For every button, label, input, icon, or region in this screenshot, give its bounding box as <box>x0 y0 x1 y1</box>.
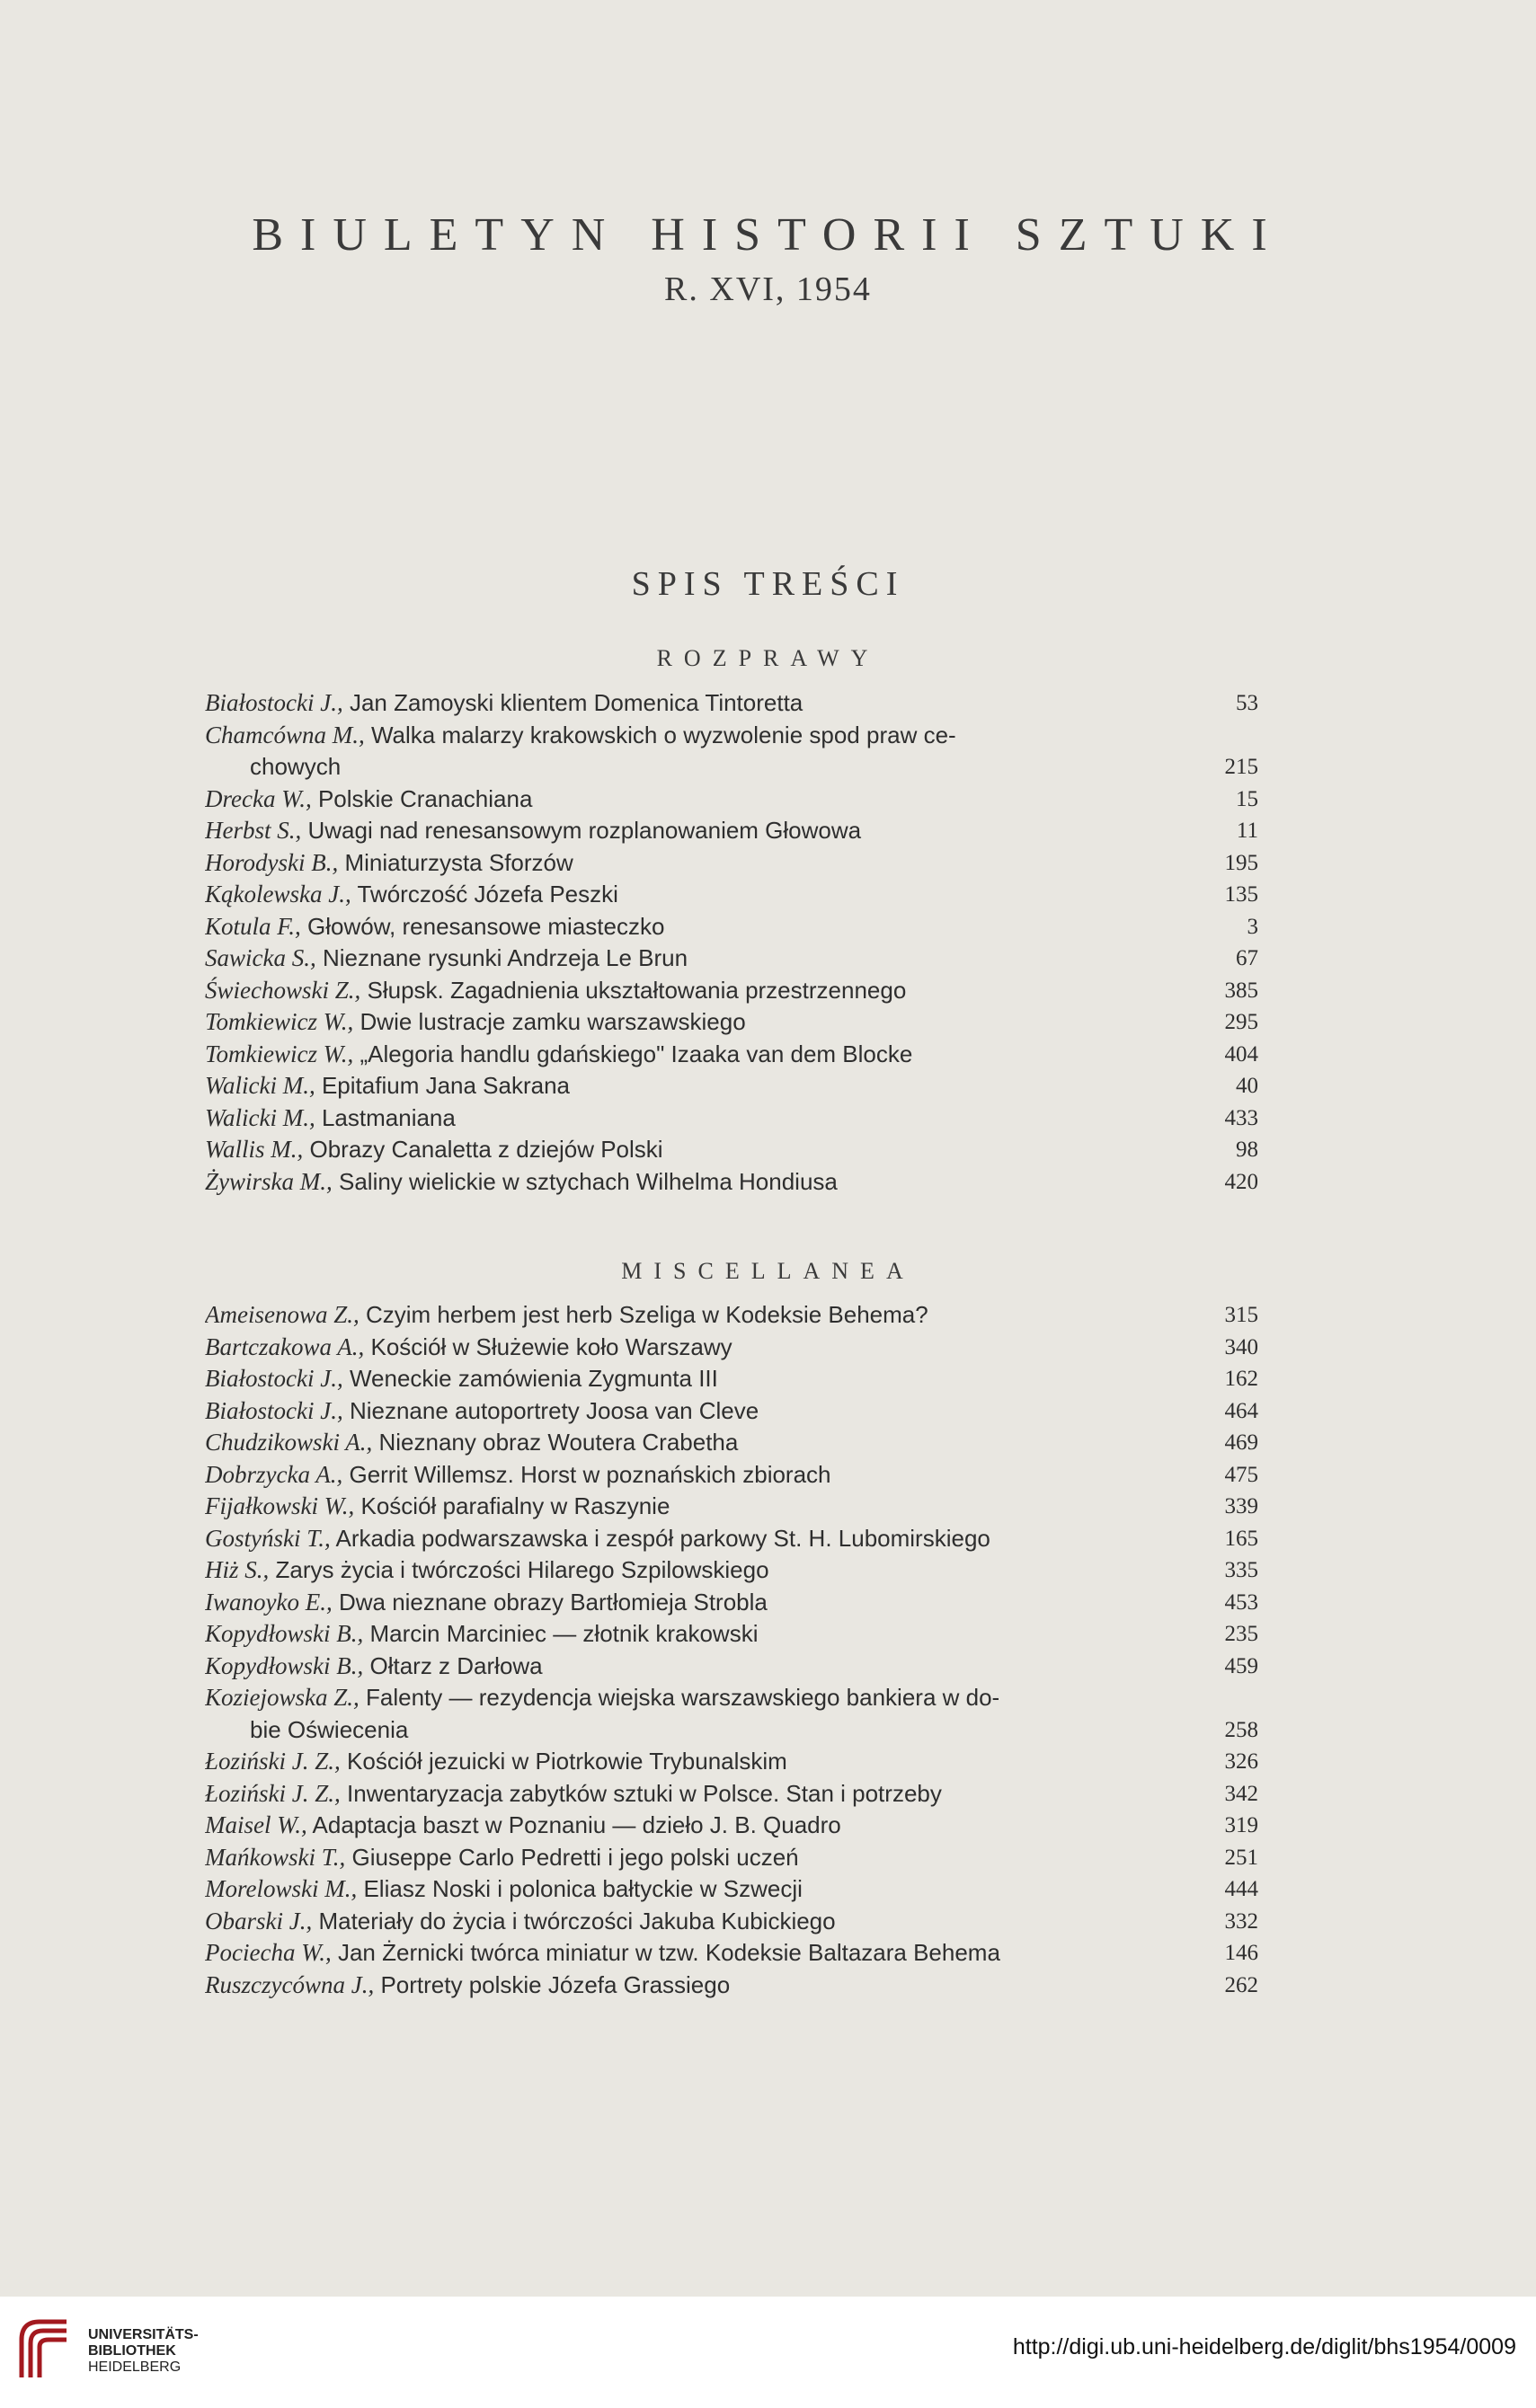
toc-entry-continuation <box>205 751 1258 783</box>
toc-entry-page: 459 <box>1224 1653 1258 1678</box>
toc-entry-title: Walka malarzy krakowskich o wyzwolenie spod praw ce- <box>370 721 956 748</box>
logo-line-2: BIBLIOTHEK <box>88 2343 176 2359</box>
toc-entry-title: Polskie Cranachiana <box>317 784 533 812</box>
toc-entry-title: Nieznany obraz Woutera Crabetha <box>378 1429 739 1456</box>
toc-entry-page: 404 <box>1224 1041 1258 1067</box>
toc-entry-author: Tomkiewicz W., <box>205 1008 354 1035</box>
toc-entry-author: Chudzikowski A., <box>205 1429 373 1456</box>
toc-entry <box>205 1618 1258 1651</box>
toc-entry-page: 385 <box>1224 978 1258 1003</box>
toc-entry-page: 326 <box>1224 1749 1258 1774</box>
toc-entry-page: 319 <box>1224 1813 1258 1837</box>
toc-entry <box>205 1299 1258 1332</box>
toc-entry-page: 339 <box>1224 1494 1258 1518</box>
toc-entry-line <box>205 1166 1258 1199</box>
toc-entry-line <box>205 911 1258 943</box>
toc-entry-page: 146 <box>1224 1941 1258 1965</box>
toc-entry <box>205 1937 1258 1970</box>
toc-entry-line <box>205 1842 1258 1874</box>
toc-entry-author: Białostocki J., <box>205 1396 343 1424</box>
toc-entry-page: 315 <box>1224 1303 1258 1327</box>
toc-entry-author: Świechowski Z., <box>205 976 361 1004</box>
toc-entry-line <box>205 1134 1258 1166</box>
toc-entry-line <box>205 783 1258 816</box>
toc-entry-title: Materiały do życia i twórczości Jakuba Kubickiego <box>318 1907 836 1934</box>
toc-entry-page: 53 <box>1236 691 1258 715</box>
toc-entry <box>205 1906 1258 1938</box>
toc-entry-line <box>205 943 1258 975</box>
toc-entry-author: Walicki M., <box>205 1103 315 1131</box>
toc-entry-title: Uwagi nad renesansowym rozplanowaniem Głowowa <box>307 817 862 844</box>
toc-entry-line <box>205 1651 1258 1683</box>
toc-entry <box>205 1363 1258 1395</box>
toc-entry-page: 67 <box>1236 946 1258 970</box>
toc-entry-line <box>205 815 1258 847</box>
toc-entry <box>205 1332 1258 1364</box>
toc-entry-author: Kąkolewska J., <box>205 881 351 907</box>
rozprawy-list <box>205 687 1258 1198</box>
toc-entry-author: Fijałkowski W., <box>205 1492 355 1519</box>
toc-entry-page: 475 <box>1224 1462 1258 1487</box>
toc-entry-page: 215 <box>1224 755 1258 779</box>
toc-entry-page: 162 <box>1224 1367 1258 1391</box>
toc-entry-title: Kościół jezuicki w Piotrkowie Trybunalskim <box>347 1748 787 1775</box>
library-logo-icon <box>16 2315 72 2383</box>
toc-entry-line <box>205 1810 1258 1842</box>
toc-entry-page: 40 <box>1236 1074 1258 1098</box>
toc-entry-title: Jan Żernicki twórca miniatur w tzw. Kodeksie Baltazara Behema <box>337 1939 1000 1966</box>
toc-entry-title-continued: bie Oświecenia <box>250 1715 409 1743</box>
toc-entry-line <box>205 1491 1258 1523</box>
toc-entry-page: 295 <box>1224 1010 1258 1034</box>
toc-entry <box>205 720 1258 783</box>
toc-entry-page: 258 <box>1224 1717 1258 1742</box>
section-heading-rozprawy: ROZPRAWY <box>656 645 880 671</box>
toc-entry <box>205 1554 1258 1587</box>
toc-entry-author: Gostyński T., <box>205 1524 331 1552</box>
toc-entry-title: Weneckie zamówienia Zygmunta III <box>349 1365 718 1392</box>
toc-entry-title: Ołtarz z Darłowa <box>369 1651 543 1679</box>
toc-entry-title: Miniaturzysta Sforzów <box>344 848 573 876</box>
toc-entry-line <box>205 1070 1258 1102</box>
toc-entry-title: „Alegoria handlu gdańskiego" Izaaka van dem Blocke <box>360 1040 913 1067</box>
toc-entry-author: Iwanoyko E., <box>205 1588 333 1616</box>
toc-entry-title: Saliny wielickie w sztychach Wilhelma Hondiusa <box>338 1167 838 1195</box>
toc-entry-author: Bartczakowa A., <box>205 1332 365 1360</box>
toc-entry-line <box>205 1906 1258 1938</box>
toc-entry-page: 165 <box>1224 1526 1258 1551</box>
toc-entry-page: 433 <box>1224 1105 1258 1130</box>
toc-entry-line <box>205 1039 1258 1071</box>
toc-entry-line <box>205 1299 1258 1332</box>
toc-entry-page: 251 <box>1224 1845 1258 1870</box>
toc-entry-title: Czyim herbem jest herb Szeliga w Kodeksie Behema? <box>365 1301 928 1328</box>
toc-entry-author: Maisel W., <box>205 1811 307 1838</box>
section-heading-miscellanea: MISCELLANEA <box>621 1258 915 1284</box>
toc-entry-title: Obrazy Canaletta z dziejów Polski <box>309 1136 663 1163</box>
toc-entry <box>205 943 1258 975</box>
toc-entry <box>205 1523 1258 1555</box>
toc-entry-page: 444 <box>1224 1877 1258 1901</box>
toc-entry-author: Sawicka S., <box>205 944 316 971</box>
toc-entry <box>205 1587 1258 1619</box>
toc-entry-line <box>205 1102 1258 1135</box>
toc-entry-author: Koziejowska Z., <box>205 1684 360 1711</box>
toc-entry-author: Dobrzycka A., <box>205 1460 343 1488</box>
toc-entry-line <box>205 1587 1258 1619</box>
toc-entry <box>205 1651 1258 1683</box>
toc-entry-author: Drecka W., <box>205 784 312 812</box>
toc-entry-author: Walicki M., <box>205 1072 315 1099</box>
toc-entry-author: Wallis M., <box>205 1136 304 1163</box>
toc-entry <box>205 1778 1258 1810</box>
toc-entry <box>205 1810 1258 1842</box>
toc-entry-author: Ameisenowa Z., <box>205 1301 360 1328</box>
toc-entry <box>205 1682 1258 1746</box>
toc-entry-page: 340 <box>1224 1334 1258 1359</box>
toc-entry-line <box>205 847 1258 880</box>
toc-entry-author: Kopydłowski B., <box>205 1651 364 1679</box>
toc-entry <box>205 975 1258 1007</box>
toc-entry-author: Hiż S., <box>205 1556 270 1583</box>
toc-entry <box>205 687 1258 720</box>
toc-entry-page: 195 <box>1224 850 1258 875</box>
toc-entry-title: Arkadia podwarszawska i zespół parkowy St. H. Lubomirskiego <box>335 1524 990 1552</box>
toc-entry <box>205 1039 1258 1071</box>
journal-volume: R. XVI, 1954 <box>664 270 872 308</box>
toc-entry <box>205 1070 1258 1102</box>
toc-entry <box>205 1746 1258 1778</box>
toc-entry-author: Herbst S., <box>205 817 302 844</box>
toc-entry-page: 453 <box>1224 1589 1258 1615</box>
toc-entry-author: Pociecha W., <box>205 1939 332 1966</box>
toc-entry-line <box>205 1618 1258 1651</box>
toc-entry-title-continued: chowych <box>250 753 342 780</box>
toc-entry-author: Łoziński J. Z., <box>205 1779 341 1807</box>
toc-entry <box>205 1842 1258 1874</box>
toc-entry-author: Tomkiewicz W., <box>205 1040 354 1067</box>
toc-entry-page: 342 <box>1224 1781 1258 1806</box>
toc-entry <box>205 1491 1258 1523</box>
miscellanea-list <box>205 1299 1258 2001</box>
toc-entry-title: Lastmaniana <box>321 1103 456 1131</box>
toc-entry <box>205 1459 1258 1492</box>
source-url-link[interactable]: http://digi.ub.uni-heidelberg.de/diglit/bhs1954/0009 <box>1012 2334 1516 2359</box>
toc-entry-author: Mańkowski T., <box>205 1843 346 1871</box>
toc-entry-author: Białostocki J., <box>205 689 343 716</box>
toc-entry-line <box>205 687 1258 720</box>
toc-entry-line <box>205 1395 1258 1428</box>
toc-entry-line <box>205 1873 1258 1906</box>
toc-entry <box>205 783 1258 816</box>
toc-entry-author: Białostocki J., <box>205 1365 343 1392</box>
toc-entry-page: 15 <box>1236 786 1258 811</box>
toc-entry-title: Marcin Marciniec — złotnik krakowski <box>369 1620 759 1647</box>
toc-entry <box>205 815 1258 847</box>
toc-entry-title: Słupsk. Zagadnienia ukształtowania przestrzennego <box>367 976 907 1004</box>
toc-entry-title: Kościół parafialny w Raszynie <box>360 1492 670 1519</box>
toc-entry-page: 332 <box>1224 1908 1258 1934</box>
toc-entry-page: 98 <box>1236 1138 1258 1162</box>
toc-entry-line <box>205 1459 1258 1492</box>
toc-entry-title: Portrety polskie Józefa Grassiego <box>380 1970 731 1998</box>
toc-entry-author: Horodyski B., <box>205 848 339 876</box>
toc-entry-page: 335 <box>1224 1558 1258 1582</box>
toc-entry <box>205 1166 1258 1199</box>
toc-entry-author: Kotula F., <box>205 912 301 940</box>
footer-bar <box>0 2297 1536 2408</box>
toc-entry <box>205 1873 1258 1906</box>
toc-entry-author: Chamcówna M., <box>205 721 365 748</box>
toc-entry-line <box>205 1332 1258 1364</box>
toc-entry-line <box>205 1937 1258 1970</box>
toc-entry-title: Jan Zamoyski klientem Domenica Tintoretta <box>349 689 804 716</box>
toc-entry <box>205 911 1258 943</box>
toc-entry <box>205 1427 1258 1459</box>
toc-entry-line <box>205 975 1258 1007</box>
toc-entry <box>205 1102 1258 1135</box>
toc-entry-page: 464 <box>1224 1398 1258 1423</box>
toc-entry-page: 235 <box>1224 1622 1258 1646</box>
toc-entry-title: Nieznane autoportrety Joosa van Cleve <box>349 1396 759 1424</box>
journal-title: BIULETYN HISTORII SZTUKI <box>252 209 1284 261</box>
toc-entry-line <box>205 1970 1258 2002</box>
toc-entry-page: 11 <box>1236 819 1258 843</box>
toc-entry-title: Nieznane rysunki Andrzeja Le Brun <box>322 944 688 971</box>
toc-entry-page: 420 <box>1224 1169 1258 1194</box>
toc-entry <box>205 879 1258 911</box>
toc-entry-title: Giuseppe Carlo Pedretti i jego polski uczeń <box>351 1843 799 1871</box>
toc-entry-title: Zarys życia i twórczości Hilarego Szpilowskiego <box>275 1556 769 1583</box>
toc-entry-title: Kościół w Służewie koło Warszawy <box>370 1332 732 1360</box>
library-logo-text <box>88 2327 199 2376</box>
toc-entry-author: Łoziński J. Z., <box>205 1748 341 1775</box>
toc-entry-line <box>205 1778 1258 1810</box>
toc-entry-line <box>205 1746 1258 1778</box>
toc-entry-title: Inwentaryzacja zabytków sztuki w Polsce. Stan i potrzeby <box>347 1779 942 1807</box>
toc-heading: SPIS TREŚCI <box>631 565 905 603</box>
toc-entry <box>205 1006 1258 1039</box>
toc-entry-author: Morelowski M., <box>205 1875 358 1902</box>
toc-entry-line <box>205 1006 1258 1039</box>
toc-entry-title: Gerrit Willemsz. Horst w poznańskich zbiorach <box>349 1460 831 1488</box>
toc-entry-line <box>205 879 1258 911</box>
toc-entry-author: Kopydłowski B., <box>205 1620 364 1647</box>
toc-entry-title: Eliasz Noski i polonica bałtyckie w Szwecji <box>363 1875 803 1902</box>
toc-entry-author: Żywirska M., <box>205 1167 333 1195</box>
toc-entry-author: Obarski J., <box>205 1907 313 1934</box>
toc-entry-line <box>205 720 1258 752</box>
toc-entry-line <box>205 1523 1258 1555</box>
toc-entry-line <box>205 1363 1258 1395</box>
toc-entry-title: Głowów, renesansowe miasteczko <box>307 912 665 940</box>
toc-entry-title: Dwie lustracje zamku warszawskiego <box>360 1008 746 1035</box>
logo-line-1: UNIVERSITÄTS- <box>88 2327 199 2342</box>
toc-entry <box>205 1970 1258 2002</box>
logo-line-3: HEIDELBERG <box>88 2359 182 2375</box>
toc-entry-page: 262 <box>1224 1972 1258 1997</box>
toc-entry-title: Dwa nieznane obrazy Bartłomieja Strobla <box>338 1588 768 1616</box>
toc-entry-title: Epitafium Jana Sakrana <box>321 1072 571 1099</box>
toc-entry-title: Twórczość Józefa Peszki <box>357 881 618 907</box>
toc-entry-continuation <box>205 1714 1258 1747</box>
toc-entry-line <box>205 1682 1258 1714</box>
toc-entry-title: Adaptacja baszt w Poznaniu — dzieło J. B. Quadro <box>312 1811 841 1838</box>
toc-entry-title: Falenty — rezydencja wiejska warszawskiego bankiera w do- <box>366 1684 1000 1711</box>
toc-entry-author: Ruszczycówna J., <box>205 1970 375 1998</box>
toc-entry-page: 469 <box>1224 1430 1258 1455</box>
toc-entry-page: 135 <box>1224 882 1258 907</box>
toc-entry-line <box>205 1554 1258 1587</box>
toc-entry <box>205 1134 1258 1166</box>
toc-entry <box>205 847 1258 880</box>
toc-entry <box>205 1395 1258 1428</box>
toc-entry-page: 3 <box>1247 914 1258 939</box>
toc-entry-line <box>205 1427 1258 1459</box>
